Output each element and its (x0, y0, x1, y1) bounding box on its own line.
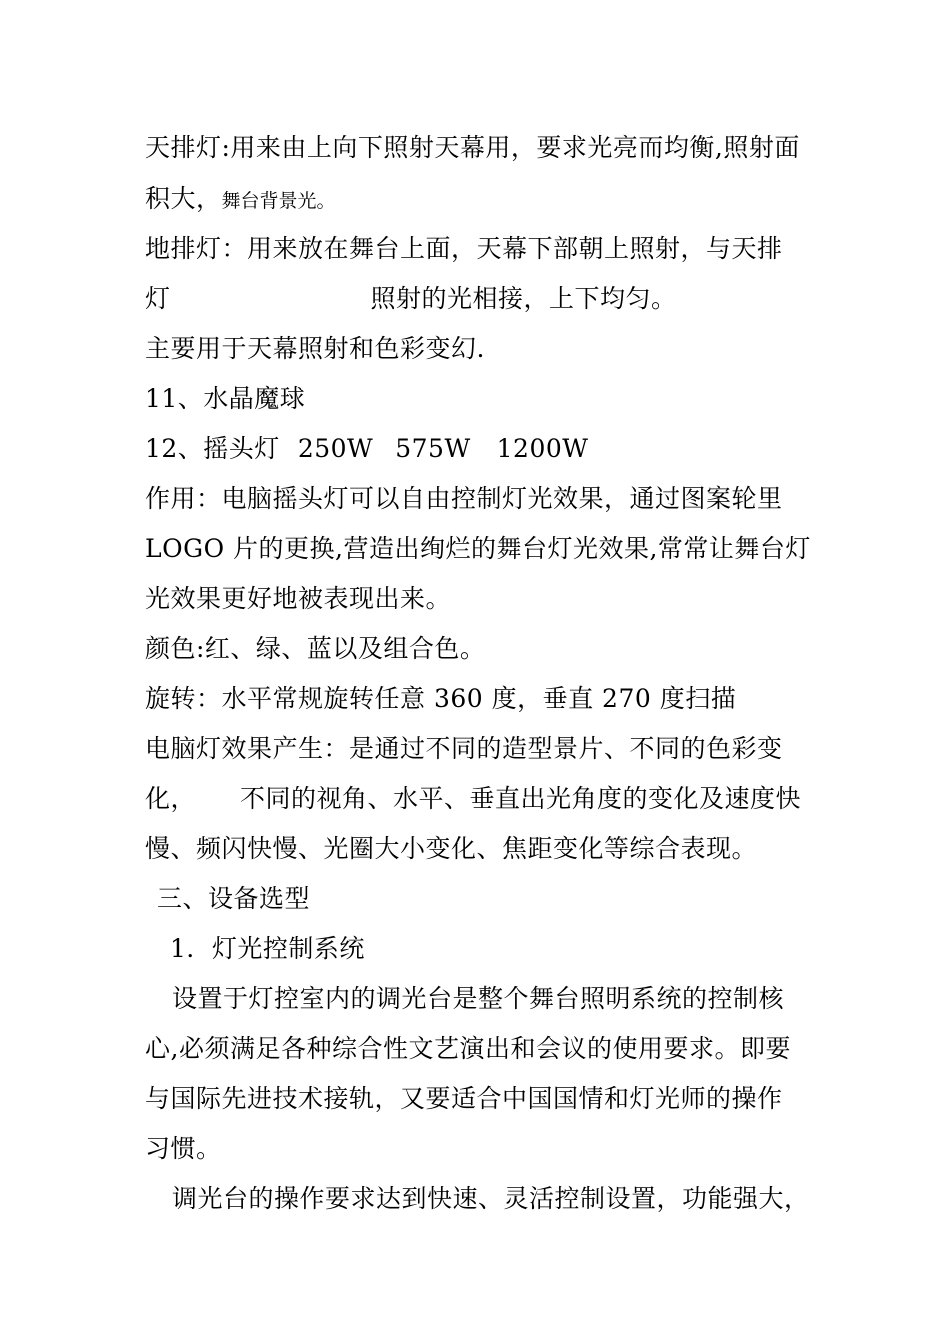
text: 250W (297, 434, 374, 463)
text-line-main-use (145, 334, 485, 364)
text: 照射的光相接，上下均匀。 (370, 284, 677, 313)
paragraph-1-line-1 (172, 984, 784, 1014)
paragraph-2-line-1 (172, 1184, 810, 1214)
text-line-item-11 (145, 384, 305, 414)
text: 光效果更好地被表现出来。 (145, 584, 452, 613)
text-line-sky-light (145, 133, 800, 163)
text-line-function (145, 484, 783, 514)
text: 主要用于天幕照射和色彩变幻. (145, 334, 485, 363)
text-line-item-12 (145, 434, 588, 464)
text: 作用：电脑摇头灯可以自由控制灯光效果，通过图案轮里 (145, 484, 783, 513)
text: 与国际先进技术接轨，又要适合中国国情和灯光师的操作 (145, 1084, 783, 1113)
text: LOGO 片的更换,营造出绚烂的舞台灯光效果,常常让舞台灯 (145, 534, 811, 563)
text: 慢、频闪快慢、光圈大小变化、焦距变化等综合表现。 (145, 834, 758, 863)
paragraph-1-line-4 (145, 1134, 222, 1164)
text: 化， (145, 784, 197, 813)
text: 心,必须满足各种综合性文艺演出和会议的使用要求。即要 (145, 1034, 791, 1063)
paragraph-1-line-2 (145, 1034, 791, 1064)
text: 天排灯:用来由上向下照射天幕用，要求光亮而均衡,照射面 (145, 133, 800, 162)
text: 旋转：水平常规旋转任意 360 度，垂直 270 度扫描 (145, 684, 737, 713)
text: 调光台的操作要求达到快速、灵活控制设置，功能强大， (172, 1184, 810, 1213)
text: 电脑灯效果产生：是通过不同的造型景片、不同的色彩变 (145, 734, 783, 763)
text-line-effects-cont2 (145, 834, 757, 864)
text-small: 舞台背景光。 (221, 190, 336, 212)
text-line-effects (145, 734, 783, 764)
text: 1200W (496, 434, 589, 463)
text-line-sky-light-cont (145, 184, 336, 216)
text-line-effects-cont1 (145, 784, 801, 814)
subsection-heading (170, 934, 365, 964)
text: 颜色:红、绿、蓝以及组合色。 (145, 634, 486, 663)
text: 11、水晶魔球 (145, 384, 306, 413)
section-heading (157, 884, 310, 914)
text-line-rotation (145, 684, 736, 714)
text: 三、设备选型 (157, 884, 311, 913)
text-line-colors (145, 634, 485, 664)
text: 12、摇头灯 (145, 434, 280, 463)
text-line-function-cont1 (145, 534, 811, 564)
text: 1．灯光控制系统 (170, 934, 365, 963)
text: 灯 (145, 284, 171, 313)
text-line-function-cont2 (145, 584, 451, 614)
text-line-ground-light (145, 234, 783, 264)
paragraph-1-line-3 (145, 1084, 783, 1114)
text: 习惯。 (145, 1134, 222, 1163)
text: 积大， (145, 184, 222, 213)
text-line-ground-light-cont (145, 284, 677, 314)
text: 设置于灯控室内的调光台是整个舞台照明系统的控制核 (172, 984, 785, 1013)
text: 地排灯：用来放在舞台上面，天幕下部朝上照射，与天排 (145, 234, 783, 263)
text: 575W (395, 434, 471, 463)
text: 不同的视角、水平、垂直出光角度的变化及速度快 (240, 784, 802, 813)
